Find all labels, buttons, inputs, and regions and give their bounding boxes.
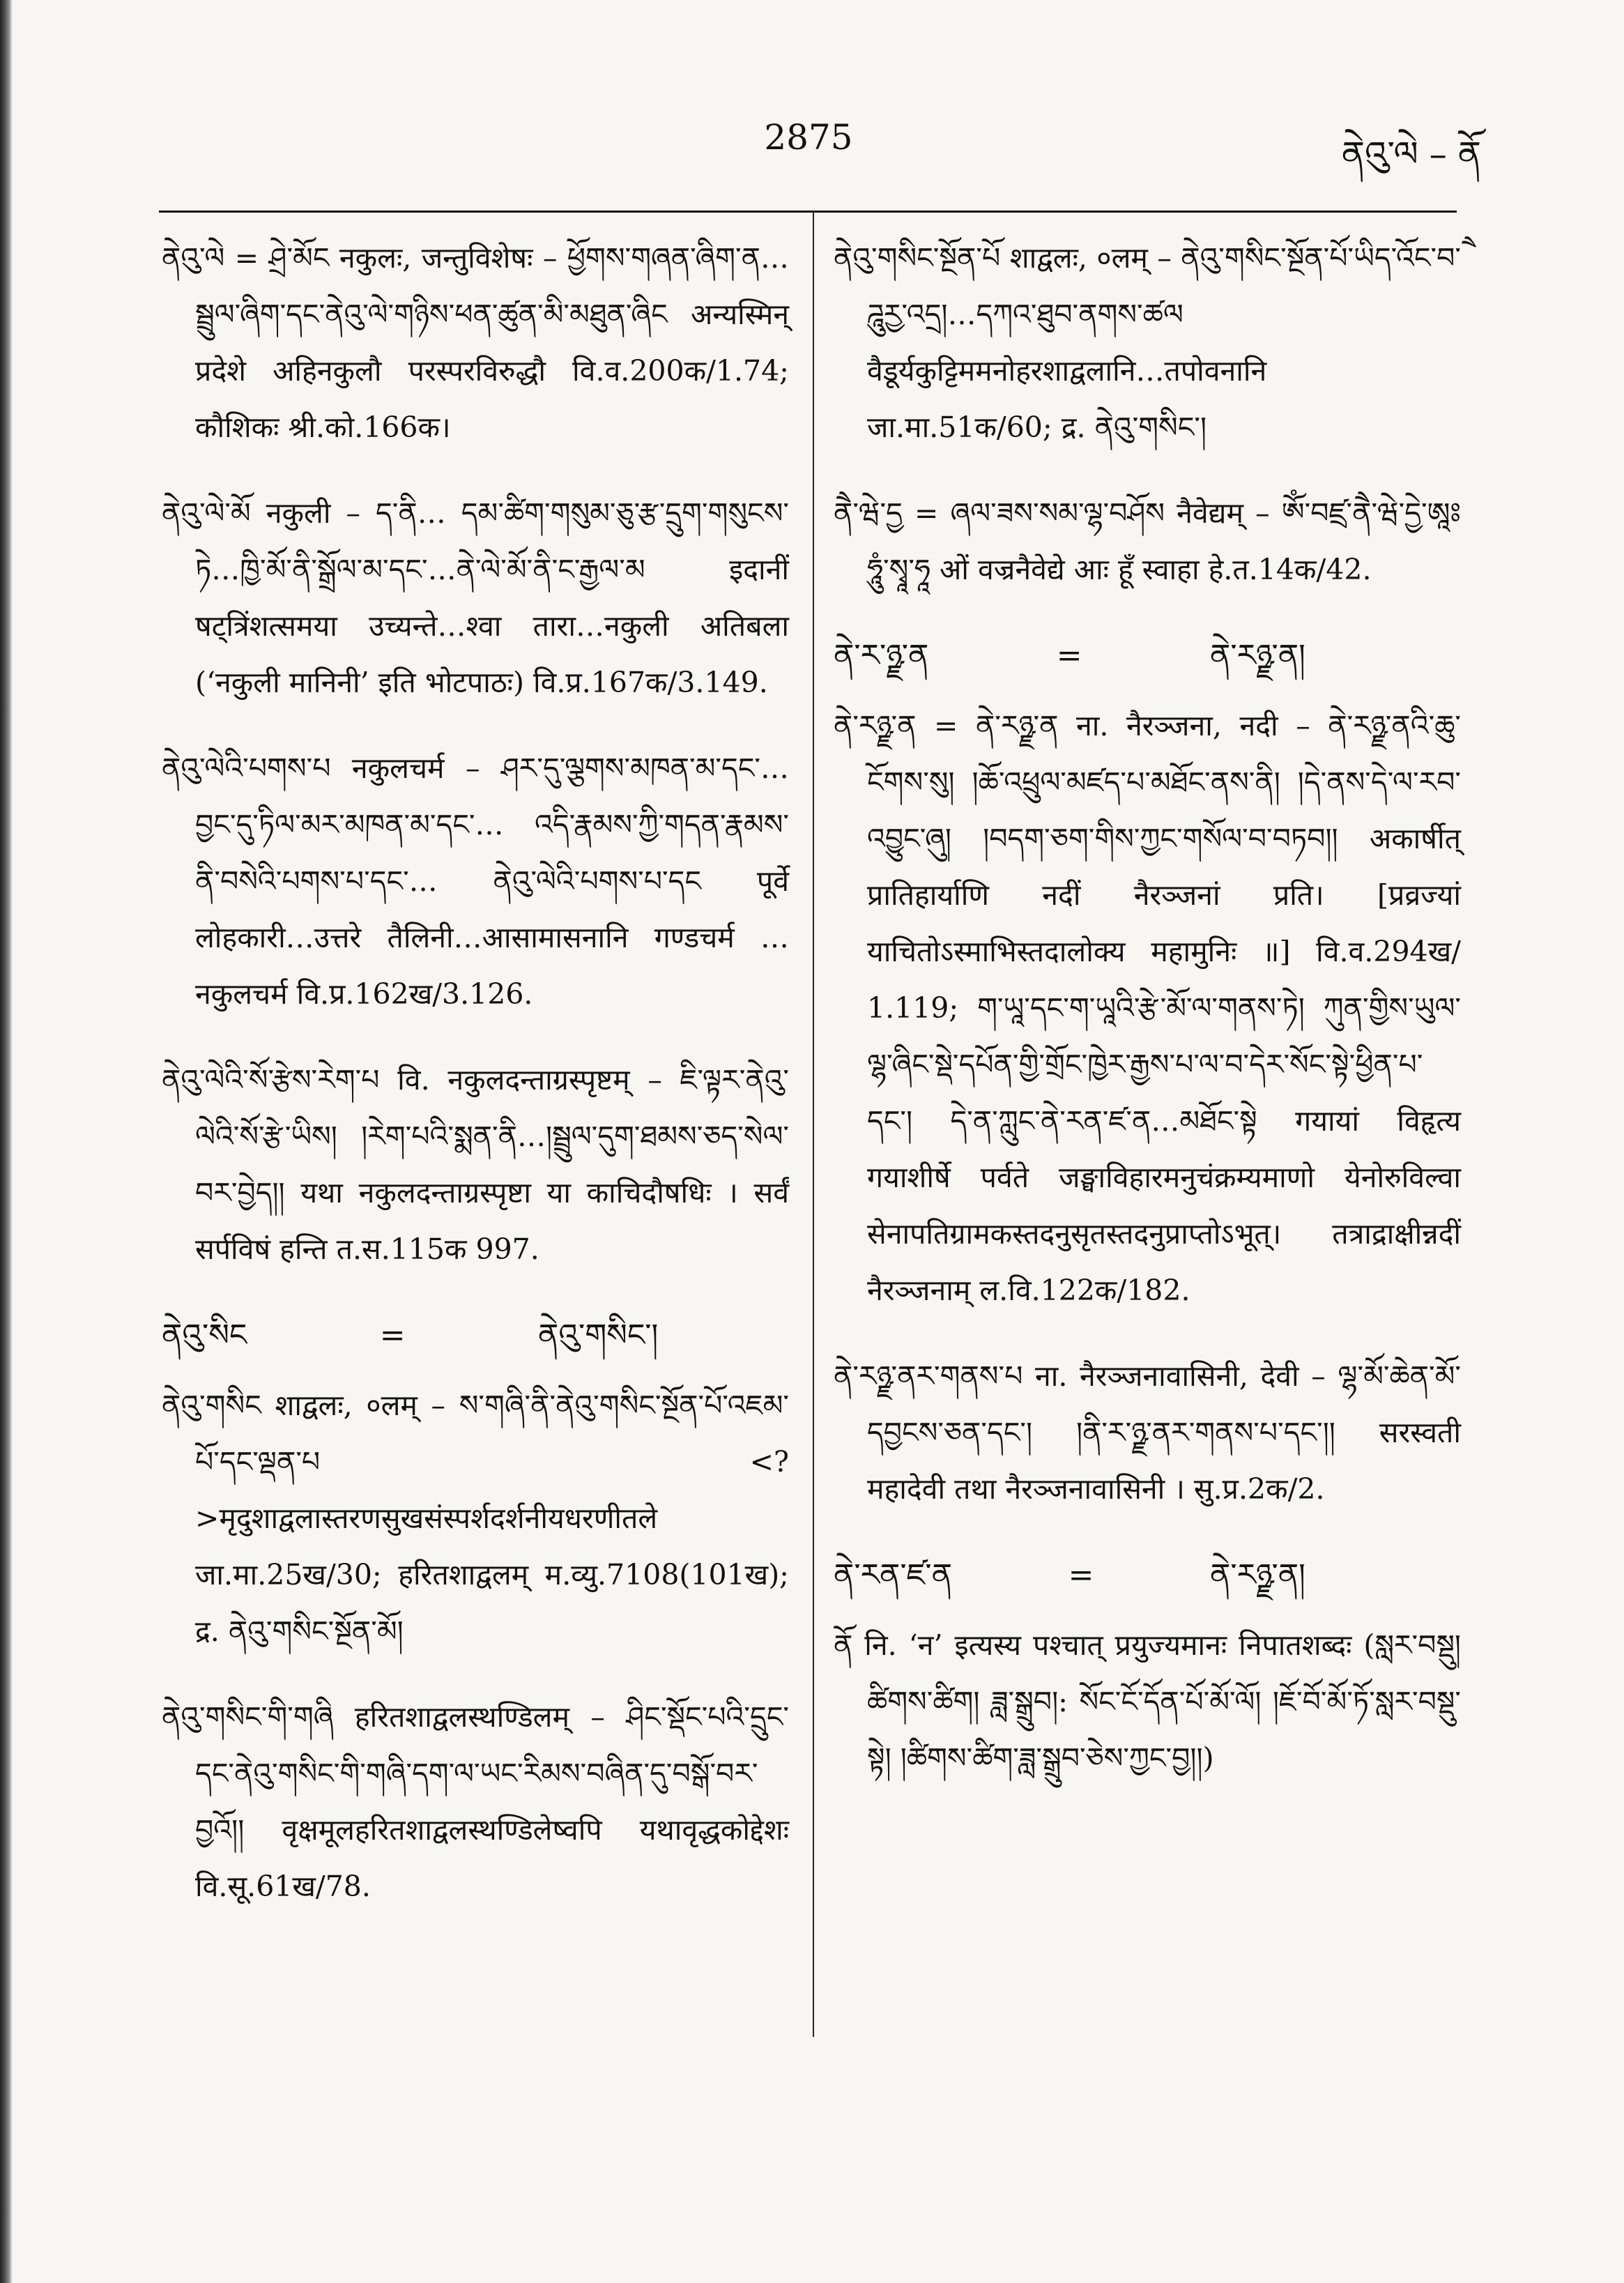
cross-reference-headword: ནེ་ར་ཉྫ་ན [834, 638, 929, 673]
dictionary-entry: ནེའུ་གསིང་སྔོན་པོ शाद्वलः, ०लम् – ནེའུ་གསིང་སྔོན་པོ་ཡིད་འོང་བ་ཻཌཱུརྱ་འདྲ།…དཀའ་ཐུབ་ནགས་ཚལ वैडूर्यकुट्टिममनोहरशाद्वलानि…तपोवनानि जा.मा.51क/60; द्र. ནེའུ་གསིང་། [834, 241, 1461, 444]
running-head: ནེའུ་ལེ – ནོ [1341, 134, 1481, 174]
page-number: 2875 [764, 117, 853, 158]
cross-reference [162, 1307, 789, 1364]
dictionary-entry: ནེའུ་ལེའི་པགས་པ नकुलचर्म – ཤར་དུ་ལྕགས་མཁན་མ་དང་… བྱང་དུ་ཏིལ་མར་མཁན་མ་དང་… འདི་རྣམས་ཀྱི་གདན་རྣམས་ནི་བསེའི་པགས་པ་དང་… ནེའུ་ལེའི་པགས་པ་དང पूर्वे लोहकारी…उत्तरे तैलिनी…आसामासनानि गण्डचर्म …नकुलचर्म वि.प्र.162ख/3.126. [162, 751, 789, 1011]
dictionary-entry: ནེའུ་ལེ = ཤྲེ་མོང नकुलः, जन्तुविशेषः – ཕྱོགས་གཞན་ཞིག་ན…སྦྲུལ་ཞིག་དང་ནེའུ་ལེ་གཉིས་ཕན་ཚུན་མི་མཐུན་ཞིང अन्यस्मिन् प्रदेशे अहिनकुलौ परस्परविरुद्धौ वि.व.200क/1.74; कौशिकः श्री.को.166क। [162, 241, 789, 444]
left-column [162, 230, 789, 1944]
dictionary-entry: ནེའུ་ལེའི་སོ་རྩེས་རེག་པ वि. नकुलदन्ताग्रस्पृष्टम् – ཇི་ལྟར་ནེའུ་ལེའི་སོ་རྩེ་ཡིས། །རེག་པའི་སྨན་ནི…།སྦྲུལ་དུག་ཐམས་ཅད་སེལ་བར་བྱེད།། यथा नकुलदन्ताग्रस्पृष्टा या काचिदौषधिः । सर्वं सर्पविषं हन्ति त.स.115क 997. [162, 1063, 789, 1266]
cross-reference [834, 627, 1461, 684]
cross-reference-headword: ནེའུ་སིང [162, 1318, 247, 1353]
dictionary-entry: ནཻ་ཝེ་དྱ = ཞལ་ཟས་སམ་ལྷ་བཤོས नैवेद्यम् – ཨོཾ་བཛྲ་ནཻ་ཝེ་དྱེ་ཨཱཿཧཱུཾ་སྭཱ་ཧཱ ओं वज्रनैवेद्ये आः हूँ स्वाहा हे.त.14क/42. [834, 496, 1461, 586]
dictionary-entry: ནེའུ་ལེ་མོ नकुली – ད་ནི… དམ་ཚིག་གསུམ་ཅུ་རྩ་དྲུག་གསུངས་ཏེ…ཁྱི་མོ་ནི་སྒྲོལ་མ་དང་…ནེ་ལེ་མོ་ནི་ང་རྒྱལ་མ इदानीं षट्त्रिंशत्समया उच्यन्ते…श्वा तारा…नकुली अतिबला (‘नकुली मानिनी’ इति भोटपाठः) वि.प्र.167क/3.149. [162, 496, 789, 699]
cross-reference [834, 1547, 1461, 1603]
dictionary-entry: ནེའུ་གསིང་གི་གཞི हरितशाद्वलस्थण्डिलम् – ཤིང་སྡོང་པའི་དྲུང་དང་ནེའུ་གསིང་གི་གཞི་དག་ལ་ཡང་རིམས་བཞིན་དུ་བསྒོ་བར་བྱའོ།། वृक्षमूलहरितशाद्वलस्थण्डिलेष्वपि यथावृद्धकोद्देशः वि.सू.61ख/78. [162, 1700, 789, 1903]
scan-binding-edge [0, 0, 13, 2283]
dictionary-entry: ནེའུ་གསིང शाद्वलः, ०लम् – ས་གཞི་ནི་ནེའུ་གསིང་སྔོན་པོ་འཇམ་པོ་དང་ལྡན་པ <?>मृदुशाद्वलास्तरणसुखसंस्पर्शदर्शनीयधरणीतले जा.मा.25ख/30; हरितशाद्वलम् म.व्यु.7108(101ख); द्र. ནེའུ་གསིང་སྔོན་མོ། [162, 1389, 789, 1648]
equals-sign: = [1068, 1557, 1094, 1593]
right-column [834, 230, 1461, 1816]
cross-reference-target: ནེའུ་གསིང་། [538, 1318, 659, 1353]
cross-reference-target: ནེ་རཉྫ་ན། [1209, 638, 1305, 673]
dictionary-entry: ནོ नि. ‘न’ इत्यस्य पश्चात् प्रयुज्यमानः निपातशब्दः (སླར་བསྡུ། ཚིགས་ཚིག། ཟླ་སྒྲུབ།: སོང་ངོ་དོན་པོ་མོ་ལོ། །ཇོ་བོ་མོ་ཏོ་སླར་བསྡུ་སྟེ། །ཚིགས་ཚིག་ཟླ་སྒྲུབ་ཅེས་ཀྱང་བྱ།།) [834, 1628, 1461, 1775]
column-divider [813, 211, 814, 2037]
dictionary-entry: ནེ་རཉྫ་ནར་གནས་པ ना. नैरञ्जनावासिनी, देवी – ལྷ་མོ་ཆེན་མོ་དབྱངས་ཅན་དང་། །ནི་ར་ཉྫ་ནར་གནས་པ་དང་།། सरस्वती महादेवी तथा नैरञ्जनावासिनी । सु.प्र.2क/2. [834, 1359, 1461, 1506]
header-rule [159, 211, 1457, 213]
equals-sign: = [1056, 638, 1082, 673]
equals-sign: = [379, 1318, 406, 1353]
cross-reference-headword: ནེ་རན་ཛ་ན [834, 1557, 953, 1593]
cross-reference-target: ནེ་རཉྫ་ན། [1210, 1557, 1305, 1593]
dictionary-entry: ནེ་རཉྫ་ན = ནེ་རཉྫ་ན ना. नैरञ्जना, नदी – ནེ་རཉྫ་ནའི་ཆུ་ངོགས་སུ། །ཆོ་འཕྲུལ་མཛད་པ་མཐོང་ནས་ནི། །དེ་ནས་དེ་ལ་རབ་འབྱུང་ཞུ། །བདག་ཅག་གིས་ཀྱང་གསོལ་བ་བཏབ།། अकार्षीत् प्रातिहार्याणि नदीं नैरञ्जनां प्रति। [प्रव्रज्यां याचितोऽस्माभिस्तदालोक्य महामुनिः ॥] वि.व.294ख/ 1.119; ག་ཡཱ་དང་ག་ཡཱའི་རྩེ་མོ་ལ་གནས་ཏེ། ཀུན་གྱིས་ཡུལ་ལྷ་ཞིང་སྡེ་དཔོན་གྱི་གྲོང་ཁྱེར་རྒྱས་པ་ལ་བ་དེར་སོང་སྟེ་ཕྱིན་པ་དང་། དེ་ན་ཀླུང་ནེ་རན་ཛ་ན…མཐོང་སྟེ गयायां विहृत्य गयाशीर्षे पर्वते जङ्घाविहारमनुचंक्रम्यमाणो येनोरुविल्वा सेनापतिग्रामकस्तदनुसृतस्तदनुप्राप्तोऽभूत्। तत्राद्राक्षीन्नदीं नैरञ्जनाम् ल.वि.122क/182. [834, 709, 1461, 1307]
